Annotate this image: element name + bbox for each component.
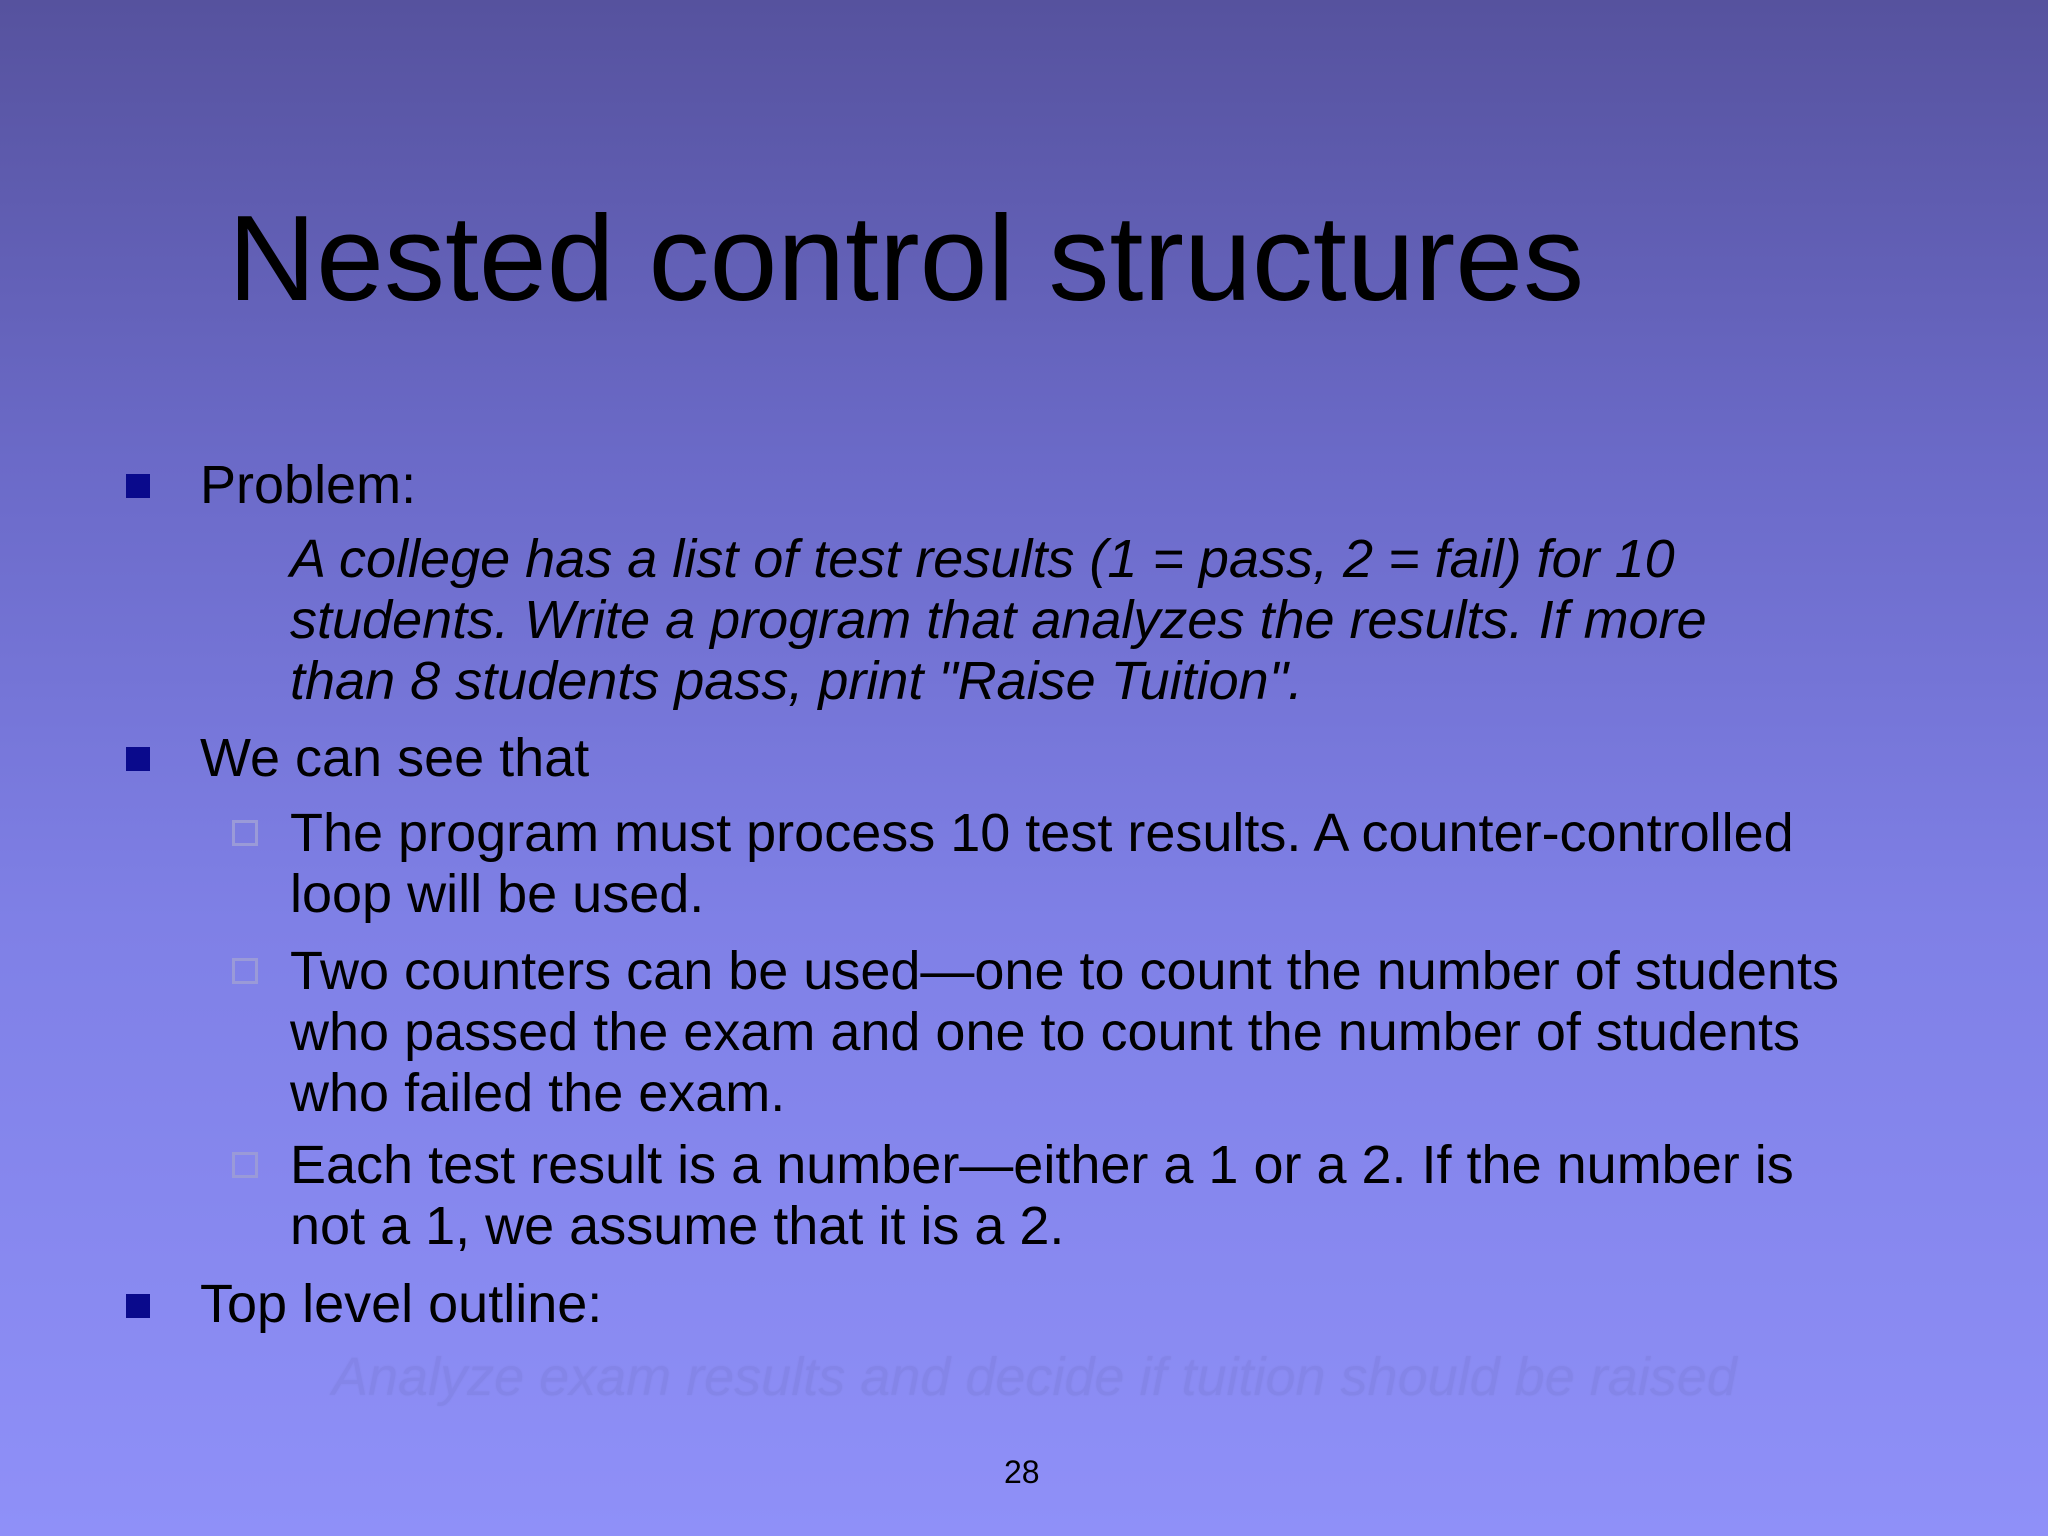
faded-outline-text: Analyze exam results and decide if tuition should be raised	[332, 1347, 1737, 1407]
bullet-square-icon	[126, 747, 150, 771]
problem-text-line: A college has a list of test results (1 = pass, 2 = fail) for 10	[290, 529, 1675, 589]
sub-bullet-line: who passed the exam and one to count the number of students	[290, 1002, 1800, 1062]
sub-bullet-line: Two counters can be used—one to count the number of students	[290, 941, 1839, 1001]
bullet-hollow-square-icon	[232, 820, 258, 846]
sub-bullet-line: who failed the exam.	[290, 1063, 786, 1123]
problem-text-line: students. Write a program that analyzes the results. If more	[290, 590, 1707, 650]
problem-text-line: than 8 students pass, print "Raise Tuition".	[290, 651, 1303, 711]
sub-bullet-line: not a 1, we assume that it is a 2.	[290, 1196, 1065, 1256]
sub-bullet-line: loop will be used.	[290, 864, 705, 924]
slide-title: Nested control structures	[228, 190, 1585, 326]
bullet-label-top-level-outline: Top level outline:	[200, 1274, 603, 1334]
page-number: 28	[1004, 1454, 1040, 1490]
bullet-hollow-square-icon	[232, 958, 258, 984]
bullet-square-icon	[126, 1294, 150, 1318]
bullet-label-problem: Problem:	[200, 455, 417, 515]
bullet-hollow-square-icon	[232, 1152, 258, 1178]
bullet-square-icon	[126, 474, 150, 498]
bullet-label-we-can-see: We can see that	[200, 728, 590, 788]
sub-bullet-line: The program must process 10 test results. A counter-controlled	[290, 803, 1794, 863]
sub-bullet-line: Each test result is a number—either a 1 or a 2. If the number is	[290, 1135, 1794, 1195]
